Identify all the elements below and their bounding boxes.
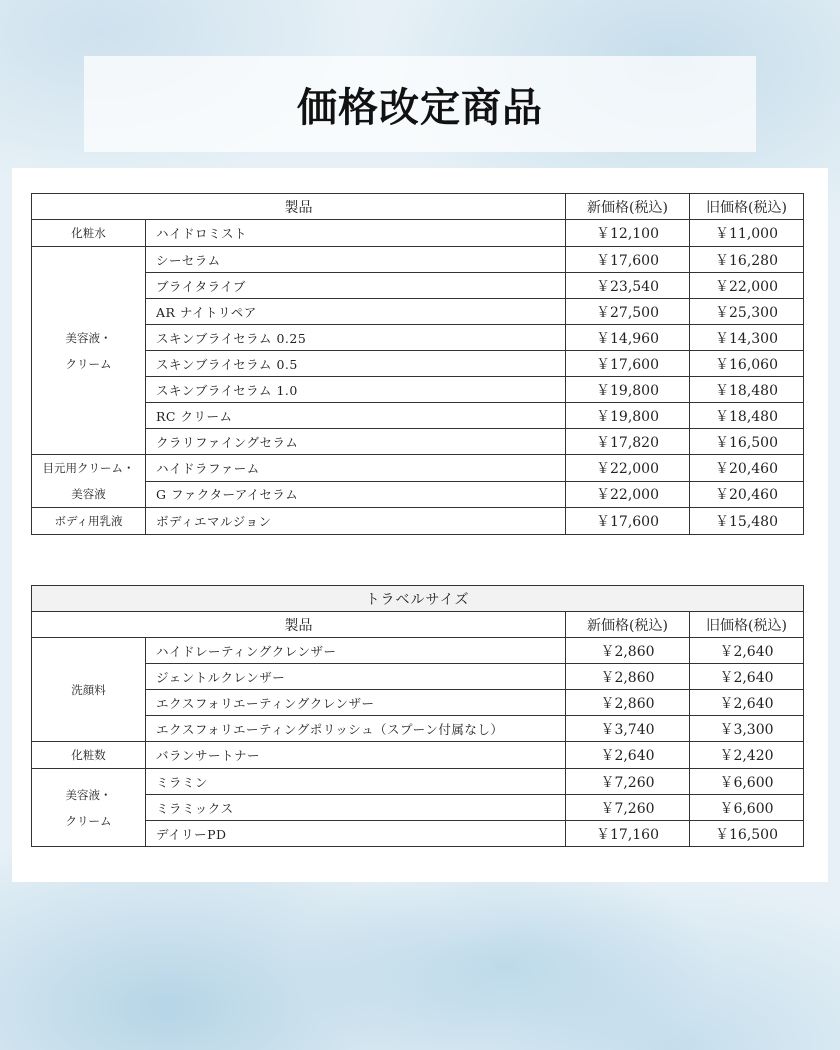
old-price: ￥20,460 <box>690 455 804 482</box>
product-name: スキンブライセラム 0.5 <box>146 351 566 377</box>
old-price: ￥18,480 <box>690 377 804 403</box>
category-cell <box>32 638 146 742</box>
old-price: ￥14,300 <box>690 325 804 351</box>
table-row <box>32 795 804 821</box>
old-price: ￥3,300 <box>690 716 804 742</box>
table-row <box>32 716 804 742</box>
new-price: ￥2,860 <box>566 638 690 664</box>
new-price: ￥22,000 <box>566 455 690 482</box>
category-cell <box>32 742 146 769</box>
product-name: ハイドラファーム <box>146 455 566 482</box>
product-name: エクスフォリエーティングクレンザー <box>146 690 566 716</box>
old-price: ￥16,060 <box>690 351 804 377</box>
page-title: 価格改定商品 <box>297 83 543 131</box>
product-name: ハイドロミスト <box>146 220 566 247</box>
table-row <box>32 403 804 429</box>
product-name: ハイドレーティングクレンザー <box>146 638 566 664</box>
table-row <box>32 742 804 769</box>
table-row <box>32 821 804 847</box>
old-price: ￥2,420 <box>690 742 804 769</box>
price-table-main <box>31 193 804 535</box>
product-name: ブライタライブ <box>146 273 566 299</box>
old-price: ￥2,640 <box>690 638 804 664</box>
new-price: ￥22,000 <box>566 481 690 508</box>
new-price: ￥12,100 <box>566 220 690 247</box>
table-row <box>32 247 804 273</box>
old-price: ￥16,500 <box>690 821 804 847</box>
old-price: ￥11,000 <box>690 220 804 247</box>
category-label: 化粧数 <box>71 748 106 762</box>
product-name: スキンブライセラム 0.25 <box>146 325 566 351</box>
new-price: ￥17,160 <box>566 821 690 847</box>
header-new-price: 新価格(税込) <box>566 194 690 220</box>
product-name: クラリファイングセラム <box>146 429 566 455</box>
travel-size-caption: トラベルサイズ <box>32 586 804 612</box>
category-label: 化粧水 <box>71 226 106 240</box>
new-price: ￥17,820 <box>566 429 690 455</box>
price-sheet <box>12 168 828 882</box>
category-cell <box>32 455 146 508</box>
category-label: 美容液 <box>71 487 106 501</box>
product-name: G ファクターアイセラム <box>146 481 566 508</box>
table-row <box>32 429 804 455</box>
caption-row <box>32 586 804 612</box>
product-name: AR ナイトリペア <box>146 299 566 325</box>
new-price: ￥2,860 <box>566 690 690 716</box>
old-price: ￥6,600 <box>690 795 804 821</box>
old-price: ￥16,500 <box>690 429 804 455</box>
table-row <box>32 220 804 247</box>
old-price: ￥22,000 <box>690 273 804 299</box>
category-label: 目元用クリーム・ <box>42 461 135 475</box>
category-label: 美容液・ <box>65 330 112 345</box>
header-product: 製品 <box>32 612 566 638</box>
old-price: ￥18,480 <box>690 403 804 429</box>
table-row <box>32 769 804 795</box>
category-cell <box>32 247 146 455</box>
category-cell <box>32 769 146 847</box>
table-row <box>32 273 804 299</box>
new-price: ￥23,540 <box>566 273 690 299</box>
category-label: ボディ用乳液 <box>54 514 123 528</box>
table-row <box>32 351 804 377</box>
header-old-price: 旧価格(税込) <box>690 194 804 220</box>
table-row <box>32 325 804 351</box>
old-price: ￥2,640 <box>690 664 804 690</box>
table-row <box>32 638 804 664</box>
price-table-travel <box>31 585 804 847</box>
category-label: 美容液・ <box>65 787 112 802</box>
table-row <box>32 455 804 482</box>
header-row <box>32 612 804 638</box>
product-name: エクスフォリエーティングポリッシュ（スプーン付属なし） <box>146 716 566 742</box>
product-name: ジェントルクレンザー <box>146 664 566 690</box>
product-name: バランサートナー <box>146 742 566 769</box>
product-name: デイリーPD <box>146 821 566 847</box>
new-price: ￥17,600 <box>566 351 690 377</box>
old-price: ￥2,640 <box>690 690 804 716</box>
new-price: ￥7,260 <box>566 769 690 795</box>
product-name: ミラミン <box>146 769 566 795</box>
table-row <box>32 377 804 403</box>
table-row <box>32 690 804 716</box>
product-name: RC クリーム <box>146 403 566 429</box>
table-body <box>32 220 804 535</box>
title-banner <box>84 56 756 152</box>
category-label: 洗顔料 <box>71 682 106 697</box>
category-cell <box>32 220 146 247</box>
new-price: ￥2,860 <box>566 664 690 690</box>
product-name: スキンブライセラム 1.0 <box>146 377 566 403</box>
new-price: ￥2,640 <box>566 742 690 769</box>
new-price: ￥17,600 <box>566 508 690 535</box>
new-price: ￥19,800 <box>566 403 690 429</box>
product-name: ミラミックス <box>146 795 566 821</box>
header-product: 製品 <box>32 194 566 220</box>
old-price: ￥25,300 <box>690 299 804 325</box>
table-row <box>32 664 804 690</box>
new-price: ￥17,600 <box>566 247 690 273</box>
header-new-price: 新価格(税込) <box>566 612 690 638</box>
old-price: ￥15,480 <box>690 508 804 535</box>
category-label: クリーム <box>65 813 112 828</box>
product-name: ボディエマルジョン <box>146 508 566 535</box>
new-price: ￥14,960 <box>566 325 690 351</box>
old-price: ￥16,280 <box>690 247 804 273</box>
table-row <box>32 481 804 508</box>
header-old-price: 旧価格(税込) <box>690 612 804 638</box>
header-row <box>32 194 804 220</box>
category-label: クリーム <box>65 356 112 371</box>
new-price: ￥27,500 <box>566 299 690 325</box>
table-body <box>32 638 804 847</box>
table-row <box>32 508 804 535</box>
product-name: シーセラム <box>146 247 566 273</box>
table-row <box>32 299 804 325</box>
category-cell <box>32 508 146 535</box>
new-price: ￥3,740 <box>566 716 690 742</box>
new-price: ￥19,800 <box>566 377 690 403</box>
old-price: ￥20,460 <box>690 481 804 508</box>
old-price: ￥6,600 <box>690 769 804 795</box>
new-price: ￥7,260 <box>566 795 690 821</box>
